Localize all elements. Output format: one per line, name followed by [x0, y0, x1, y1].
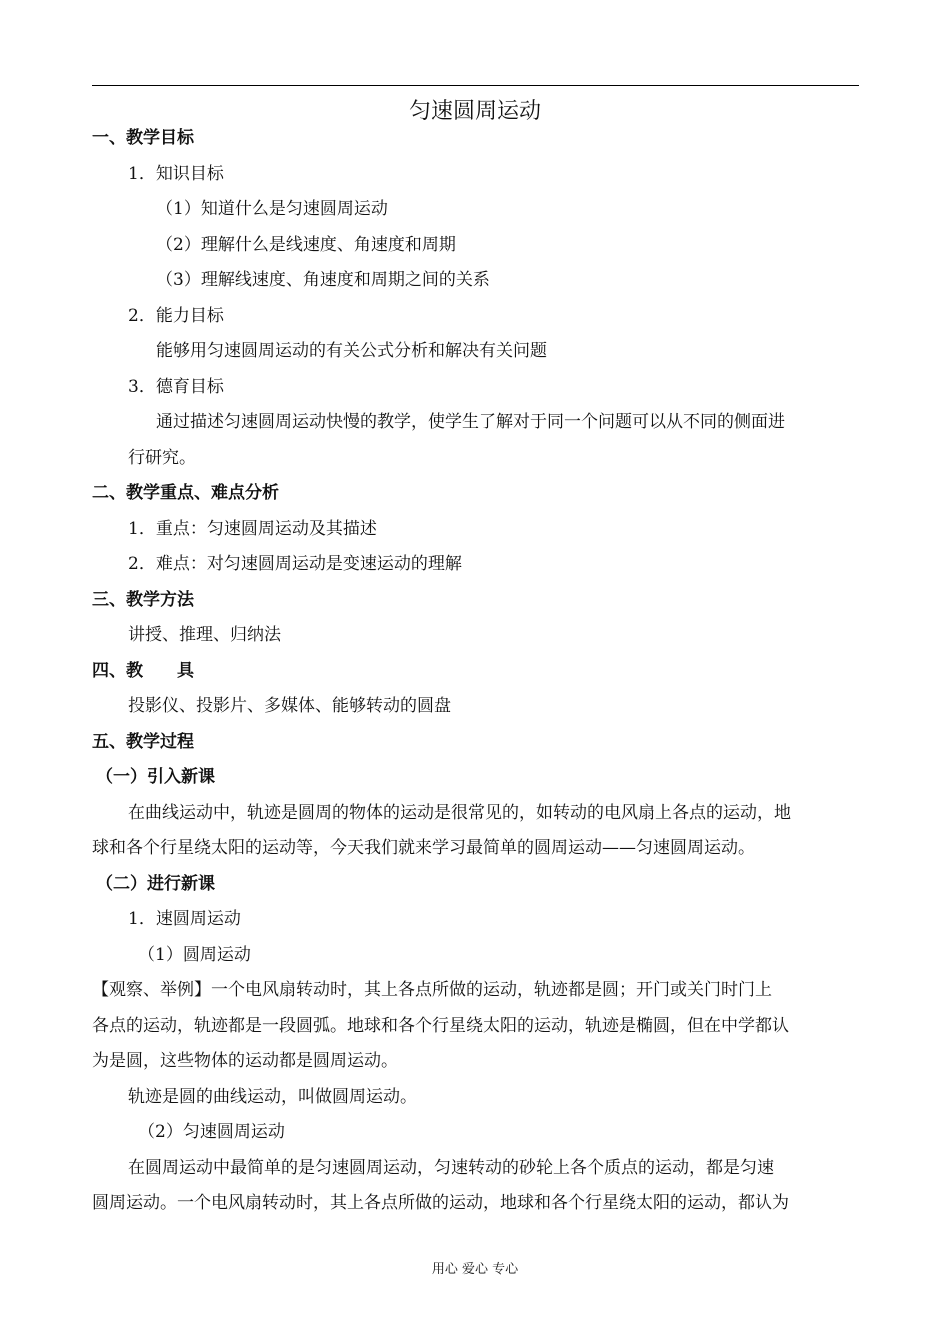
section-heading: 四、教 具	[92, 660, 194, 681]
text-line: 讲授、推理、归纳法	[128, 625, 281, 645]
document-body	[92, 121, 859, 1222]
text-line: 在曲线运动中，轨迹是圆周的物体的运动是很常见的，如转动的电风扇上各点的运动，地	[128, 802, 791, 823]
section-heading: （二）进行新课	[96, 873, 215, 894]
text-line: 投影仪、投影片、多媒体、能够转动的圆盘	[128, 696, 451, 716]
text-line: 为是圆，这些物体的运动都是圆周运动。	[92, 1051, 398, 1071]
text-line: 能够用匀速圆周运动的有关公式分析和解决有关问题	[156, 341, 547, 361]
page-title: 匀速圆周运动	[408, 99, 541, 124]
text-line: （2）匀速圆周运动	[138, 1122, 285, 1142]
text-line: 轨迹是圆的曲线运动，叫做圆周运动。	[128, 1086, 417, 1107]
section-heading: 二、教学重点、难点分析	[92, 483, 279, 503]
text-line: （1）圆周运动	[138, 944, 251, 965]
text-line: 1．知识目标	[128, 163, 224, 184]
text-line: 各点的运动，轨迹都是一段圆弧。地球和各个行星绕太阳的运动，轨迹是椭圆，但在中学都认	[92, 1015, 789, 1036]
section-heading: （一）引入新课	[96, 767, 215, 787]
text-line: 1．重点：匀速圆周运动及其描述	[128, 518, 377, 539]
text-line: 【观察、举例】一个电风扇转动时，其上各点所做的运动，轨迹都是圆；开门或关门时门上	[92, 980, 772, 1000]
text-line: （1）知道什么是匀速圆周运动	[156, 199, 388, 219]
section-heading: 一、教学目标	[92, 128, 194, 148]
header-rule	[92, 85, 859, 86]
text-line: 球和各个行星绕太阳的运动等，今天我们就来学习最简单的圆周运动——匀速圆周运动。	[92, 838, 755, 858]
text-line: 圆周运动。一个电风扇转动时，其上各点所做的运动，地球和各个行星绕太阳的运动，都认为	[92, 1193, 789, 1213]
text-line: 2．难点：对匀速圆周运动是变速运动的理解	[128, 554, 462, 574]
text-line: 1．速圆周运动	[128, 909, 241, 929]
text-line: （2）理解什么是线速度、角速度和周期	[156, 234, 456, 255]
text-line: 2．能力目标	[128, 305, 224, 326]
text-line: 通过描述匀速圆周运动快慢的教学，使学生了解对于同一个问题可以从不同的侧面进	[156, 412, 785, 432]
text-line: 在圆周运动中最简单的是匀速圆周运动，匀速转动的砂轮上各个质点的运动，都是匀速	[128, 1157, 774, 1178]
section-heading: 三、教学方法	[92, 589, 194, 610]
text-line: 3．德育目标	[128, 376, 224, 397]
page-footer: 用心 爱心 专心	[431, 1262, 519, 1277]
section-heading: 五、教学过程	[92, 731, 194, 752]
text-line: 行研究。	[128, 447, 196, 468]
text-line: （3）理解线速度、角速度和周期之间的关系	[156, 270, 490, 290]
